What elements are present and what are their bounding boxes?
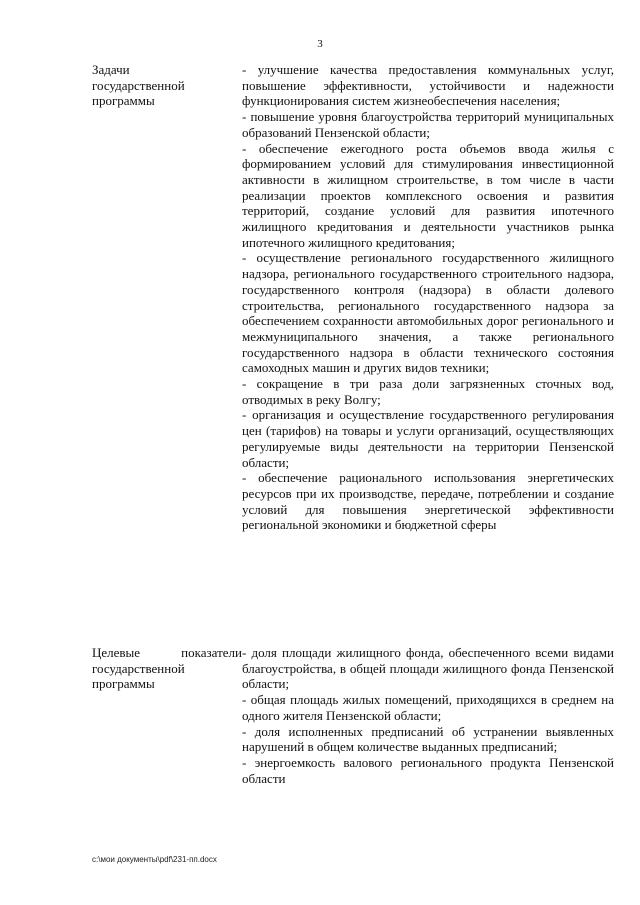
label-line: программы <box>92 676 155 692</box>
label-line: государственной <box>92 77 185 93</box>
list-item: - общая площадь жилых помещений, приходящихся в среднем на одного жителя Пензенской области; <box>242 692 614 723</box>
section-indicators-label <box>92 645 242 692</box>
list-item: - доля площади жилищного фонда, обеспеченного всеми видами благоустройства, в общей площади жилищного фонда Пензенской области; <box>242 645 614 692</box>
list-item: - осуществление регионального государственного жилищного надзора, регионального государственного строительного надзора, государственного контроля (надзора) в области долевого строительства, регионального государственного надзора за обеспечением сохранности автомобильных дорог регионального и межмуниципального значения, а также регионального государственного надзора в области технического состояния самоходных машин и других видов техники; <box>242 250 614 376</box>
label-line: программы <box>92 93 155 109</box>
footer-file-path: c:\мои документы\pdf\231-пп.docx <box>92 855 217 864</box>
list-item: - организация и осуществление государственного регулирования цен (тарифов) на товары и услуги организаций, осуществляющих регулируемые виды деятельности на территории Пензенской области; <box>242 407 614 470</box>
list-item: - доля исполненных предписаний об устранении выявленных нарушений в общем количестве выданных предписаний; <box>242 723 614 755</box>
page-number: 3 <box>317 38 323 50</box>
label-line: государственной <box>92 660 185 676</box>
list-item: - обеспечение рационального использования энергетических ресурсов при их производстве, передаче, потреблении и создание условий для повышения энергетической эффективности региональной экономики и бюджетной сферы <box>242 470 614 533</box>
list-item: - сокращение в три раза доли загрязненных сточных вод, отводимых в реку Волгу; <box>242 376 614 407</box>
list-item: - энергоемкость валового регионального продукта Пензенской области <box>242 754 614 786</box>
label-line: Целевые показатели <box>92 645 242 660</box>
section-tasks-label <box>92 62 242 109</box>
section-tasks-body <box>242 62 614 533</box>
list-item: - повышение уровня благоустройства территорий муниципальных образований Пензенской области; <box>242 109 614 140</box>
list-item: - обеспечение ежегодного роста объемов ввода жилья с формированием условий для стимулирования инвестиционной активности в жилищном строительстве, в том числе в части реализации проектов комплексного освоения и развития территорий, создание условий для развития ипотечного жилищного кредитования и деятельности участников рынка ипотечного жилищного кредитования; <box>242 140 614 250</box>
section-indicators-body <box>242 645 614 786</box>
label-line: Задачи <box>92 62 130 77</box>
list-item: - улучшение качества предоставления коммунальных услуг, повышение эффективности, устойчивости и надежности функционирования систем жизнеобеспечения населения; <box>242 62 614 109</box>
